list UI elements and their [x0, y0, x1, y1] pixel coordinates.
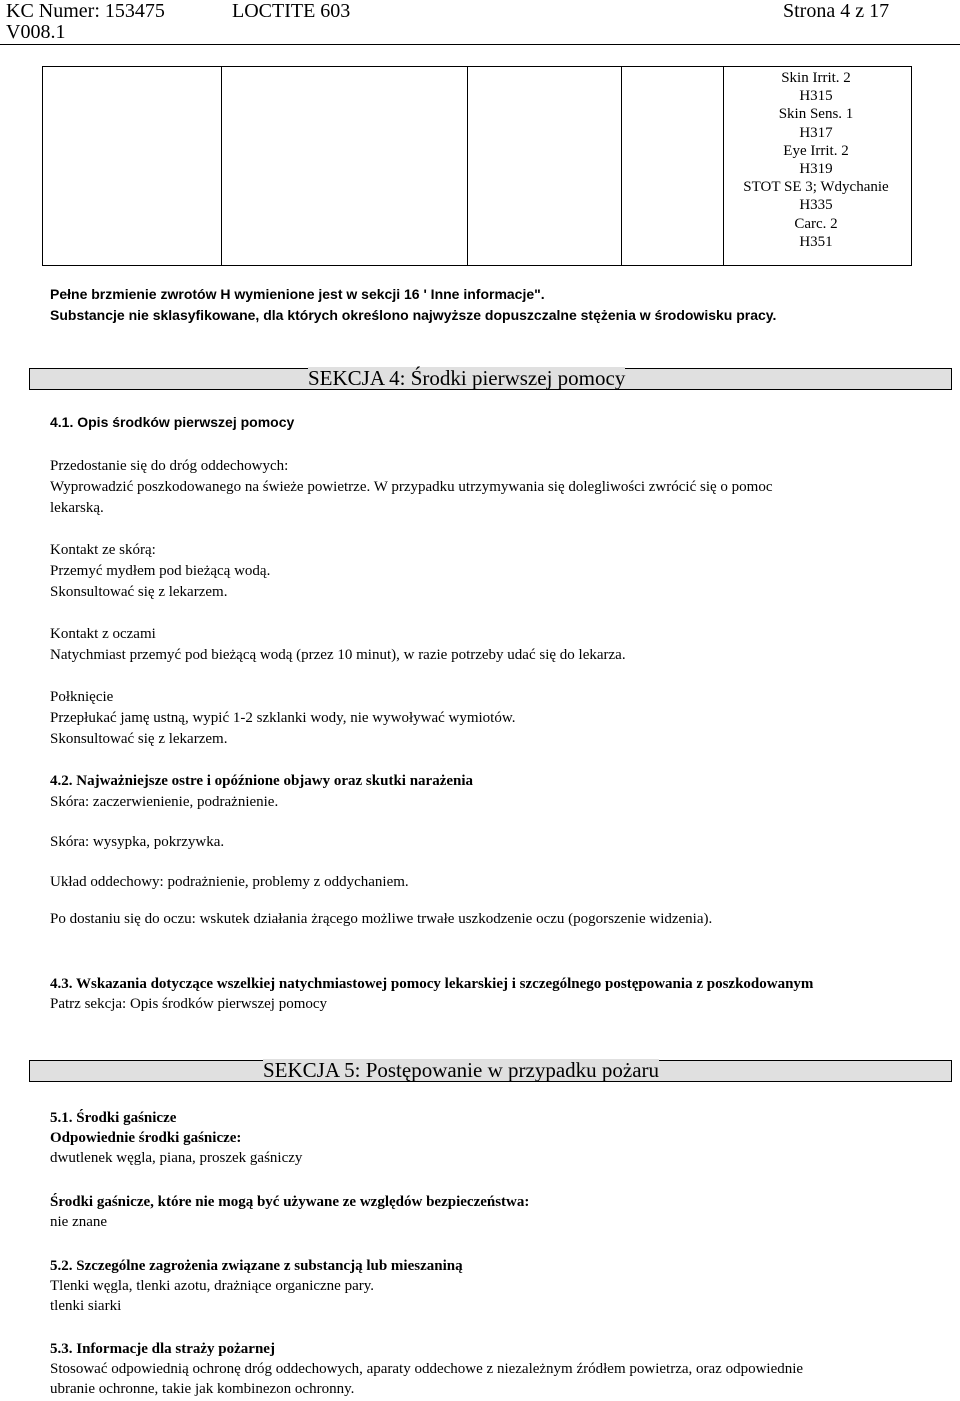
table-column-divider — [621, 67, 622, 265]
eyes-label: Kontakt z oczami — [50, 626, 156, 642]
classification-line: H315 — [799, 88, 833, 105]
classification-line: Skin Sens. 1 — [778, 106, 854, 123]
table-column-divider — [221, 67, 222, 265]
unsuitable-label: Środki gaśnicze, które nie mogą być używane ze względów bezpieczeństwa: — [50, 1194, 530, 1210]
s42-text-3: Układ oddechowy: podrażnienie, problemy z oddychaniem. — [50, 874, 409, 890]
s43-text: Patrz sekcja: Opis środków pierwszej pomocy — [50, 996, 328, 1012]
s43-heading: 4.3. Wskazania dotyczące wszelkiej natychmiastowej pomocy lekarskiej i szczególnego postępowania z poszkodowanym — [50, 976, 814, 992]
classification-line: H319 — [799, 161, 833, 178]
s52-text-2: tlenki siarki — [50, 1298, 122, 1314]
swallow-text: Przepłukać jamę ustną, wypić 1-2 szklanki wody, nie wywoływać wymiotów. — [50, 710, 516, 726]
suitable-text: dwutlenek węgla, piana, proszek gaśniczy — [50, 1150, 303, 1166]
classification-line: H317 — [799, 124, 833, 141]
section-5-title: SEKCJA 5: Postępowanie w przypadku pożaru — [263, 1058, 660, 1082]
s42-text-1: Skóra: zaczerwienienie, podrażnienie. — [50, 794, 279, 810]
s53-text-2: ubranie ochronne, takie jak kombinezon ochronny. — [50, 1381, 355, 1397]
swallow-text-2: Skonsultować się z lekarzem. — [50, 731, 228, 747]
classification-table — [42, 66, 912, 266]
inhalation-label: Przedostanie się do dróg oddechowych: — [50, 458, 289, 474]
product-name: LOCTITE 603 — [232, 0, 351, 22]
s42-heading: 4.2. Najważniejsze ostre i opóźnione objawy oraz skutki narażenia — [50, 773, 474, 789]
header-divider — [0, 44, 960, 45]
page-number: Strona 4 z 17 — [783, 0, 890, 22]
inhalation-text: Wyprowadzić poszkodowanego na świeże powietrze. W przypadku utrzymywania się dolegliwości zwrócić się o pomoc — [50, 479, 773, 495]
classification-line: Eye Irrit. 2 — [783, 142, 849, 159]
s42-text-4: Po dostaniu się do oczu: wskutek działania żrącego możliwe trwałe uszkodzenie oczu (pogorszenie widzenia). — [50, 911, 713, 927]
note-h-phrases: Pełne brzmienie zwrotów H wymienione jest w sekcji 16 ' Inne informacje". — [50, 286, 545, 302]
classification-cell — [721, 69, 911, 251]
s52-text-1: Tlenki węgla, tlenki azotu, drażniące organiczne pary. — [50, 1278, 375, 1294]
section-4-title: SEKCJA 4: Środki pierwszej pomocy — [308, 366, 626, 390]
skin-label: Kontakt ze skórą: — [50, 542, 156, 558]
s51-heading: 5.1. Środki gaśnicze — [50, 1110, 177, 1126]
classification-line: STOT SE 3; Wdychanie — [743, 179, 889, 196]
classification-line: H335 — [799, 197, 833, 214]
inhalation-text-cont: lekarską. — [50, 500, 104, 516]
skin-text: Przemyć mydłem pod bieżącą wodą. — [50, 563, 271, 579]
s41-heading: 4.1. Opis środków pierwszej pomocy — [50, 414, 295, 430]
unsuitable-text: nie znane — [50, 1214, 108, 1230]
swallow-label: Połknięcie — [50, 689, 114, 705]
s42-text-2: Skóra: wysypka, pokrzywka. — [50, 834, 225, 850]
classification-line: Skin Irrit. 2 — [781, 70, 851, 86]
note-substances: Substancje nie sklasyfikowane, dla których określono najwyższe dopuszczalne stężenia w środowisku pracy. — [50, 307, 777, 323]
classification-line: H351 — [799, 233, 833, 250]
classification-line: Carc. 2 — [794, 215, 838, 232]
eyes-text: Natychmiast przemyć pod bieżącą wodą (przez 10 minut), w razie potrzeby udać się do lekarza. — [50, 647, 626, 663]
s52-heading: 5.2. Szczególne zagrożenia związane z substancją lub mieszaniną — [50, 1258, 463, 1274]
suitable-label: Odpowiednie środki gaśnicze: — [50, 1130, 242, 1146]
version: V008.1 — [6, 21, 66, 43]
kc-number: KC Numer: 153475 — [6, 0, 165, 22]
s53-text-1: Stosować odpowiednią ochronę dróg oddechowych, aparaty oddechowe z niezależnym źródłem powietrza, oraz odpowiednie — [50, 1361, 804, 1377]
skin-text-2: Skonsultować się z lekarzem. — [50, 584, 228, 600]
table-column-divider — [467, 67, 468, 265]
s53-heading: 5.3. Informacje dla straży pożarnej — [50, 1341, 275, 1357]
